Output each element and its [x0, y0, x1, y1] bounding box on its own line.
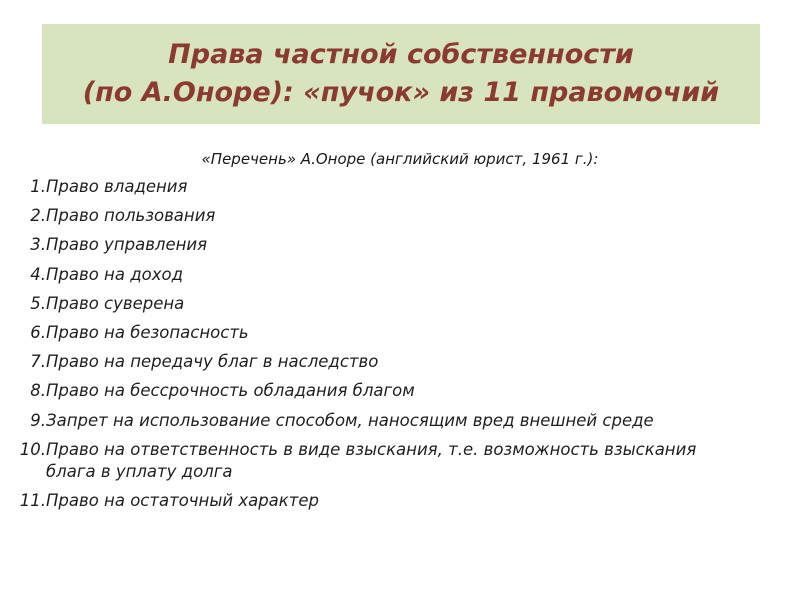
item-text: Право суверена — [46, 293, 185, 313]
item-number: 7. — [30, 352, 46, 372]
list-item — [0, 410, 800, 432]
item-number: 11. — [19, 490, 46, 510]
item-text: Запрет на использование способом, наносящим вред внешней среде — [46, 410, 654, 430]
list-heading: «Перечень» А.Оноре (английский юрист, 1961 г.): — [201, 150, 599, 168]
item-text: Право на бессрочность обладания благом — [46, 381, 415, 401]
list-item — [0, 439, 800, 483]
slide-title-box — [42, 24, 760, 124]
item-number: 2. — [30, 206, 46, 226]
list-item — [0, 380, 800, 402]
list-item — [0, 293, 800, 315]
item-text: Право владения — [46, 177, 188, 196]
item-text: Право управления — [46, 235, 208, 255]
item-text: Право на остаточный характер — [46, 490, 319, 510]
item-text: Право на доход — [46, 264, 183, 284]
item-number: 10. — [19, 439, 46, 459]
item-number: 9. — [30, 410, 46, 430]
slide-title-line-1: Права частной собственности — [168, 39, 634, 70]
item-number: 4. — [30, 264, 46, 284]
slide-title-line-2: (по А.Оноре): «пучок» из 11 правомочий — [82, 77, 720, 108]
item-text: Право на ответственность в виде взыскания, т.е. возможность взыскания блага в уплату долга — [46, 439, 697, 481]
item-number: 5. — [30, 293, 46, 313]
item-number: 1. — [30, 177, 46, 196]
list-item — [0, 322, 800, 344]
list-item — [0, 205, 800, 227]
item-text: Право на передачу благ в наследство — [46, 352, 379, 372]
item-text: Право пользования — [46, 206, 216, 226]
list-item — [0, 490, 800, 512]
list-item — [0, 351, 800, 373]
item-number: 8. — [30, 381, 46, 401]
list-item — [0, 234, 800, 256]
list-item — [0, 176, 800, 198]
list-item — [0, 264, 800, 286]
item-text: Право на безопасность — [46, 322, 249, 342]
item-number: 6. — [30, 322, 46, 342]
rights-list — [0, 176, 800, 519]
item-number: 3. — [30, 235, 46, 255]
